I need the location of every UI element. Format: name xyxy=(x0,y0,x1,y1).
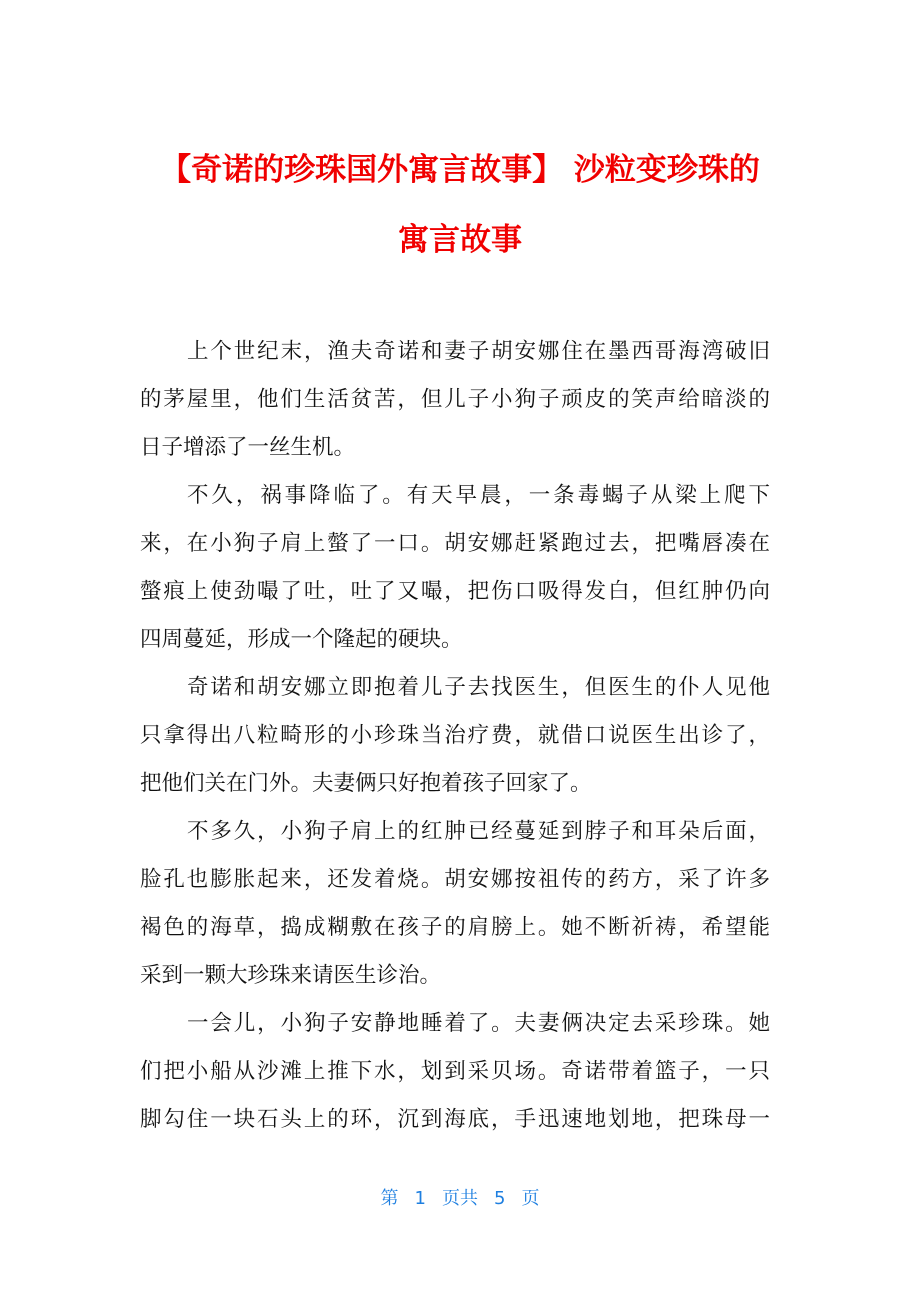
paragraph-line: 上个世纪末，渔夫奇诺和妻子胡安娜住在墨西哥海湾破旧 xyxy=(187,339,770,364)
paragraph-line: 脚勾住一块石头上的环，沉到海底，手迅速地划地，把珠母一 xyxy=(140,1107,770,1132)
paragraph-line: 奇诺和胡安娜立即抱着儿子去找医生，但医生的仆人见他 xyxy=(187,675,770,700)
paragraph-line: 四周蔓延，形成一个隆起的硬块。 xyxy=(140,627,463,652)
of-label: 页共 xyxy=(442,1188,478,1209)
paragraph xyxy=(140,1000,770,1144)
paragraph-line: 脸孔也膨胀起来，还发着烧。胡安娜按祖传的药方，采了许多 xyxy=(140,867,770,892)
paragraph-line: 一会儿，小狗子安静地睡着了。夫妻俩决定去采珍珠。她 xyxy=(187,1011,770,1036)
paragraph xyxy=(140,472,770,664)
title-line-2: 寓言故事 xyxy=(398,222,522,258)
title-line-1: 【奇诺的珍珠国外寓言故事】 沙粒变珍珠的 xyxy=(160,152,760,188)
page-end-label: 页 xyxy=(521,1188,540,1209)
paragraph xyxy=(140,664,770,808)
paragraph-line: 把他们关在门外。夫妻俩只好抱着孩子回家了。 xyxy=(140,771,592,796)
paragraph-line: 不多久，小狗子肩上的红肿已经蔓延到脖子和耳朵后面， xyxy=(187,819,770,844)
total-pages: 5 xyxy=(494,1188,506,1209)
paragraph xyxy=(140,328,770,472)
document-title xyxy=(0,135,920,275)
paragraph xyxy=(140,808,770,1000)
paragraph-line: 来，在小狗子肩上螫了一口。胡安娜赶紧跑过去，把嘴唇凑在 xyxy=(140,531,770,556)
paragraph-line: 不久，祸事降临了。有天早晨，一条毒蝎子从梁上爬下 xyxy=(187,483,770,508)
paragraph-line: 褐色的海草，捣成糊敷在孩子的肩膀上。她不断祈祷，希望能 xyxy=(140,915,770,940)
document-body xyxy=(140,328,770,1144)
paragraph-line: 采到一颗大珍珠来请医生诊治。 xyxy=(140,963,442,988)
page-number: 1 xyxy=(414,1188,426,1209)
paragraph-line: 的茅屋里，他们生活贫苦，但儿子小狗子顽皮的笑声给暗淡的 xyxy=(140,387,770,412)
page-footer xyxy=(0,1184,920,1210)
paragraph-line: 日子增添了一丝生机。 xyxy=(140,435,356,460)
page-label: 第 xyxy=(380,1188,399,1209)
paragraph-line: 们把小船从沙滩上推下水，划到采贝场。奇诺带着篮子，一只 xyxy=(140,1059,770,1084)
paragraph-line: 螫痕上使劲嘬了吐，吐了又嘬，把伤口吸得发白，但红肿仍向 xyxy=(140,579,770,604)
paragraph-line: 只拿得出八粒畸形的小珍珠当治疗费，就借口说医生出诊了， xyxy=(140,723,770,748)
